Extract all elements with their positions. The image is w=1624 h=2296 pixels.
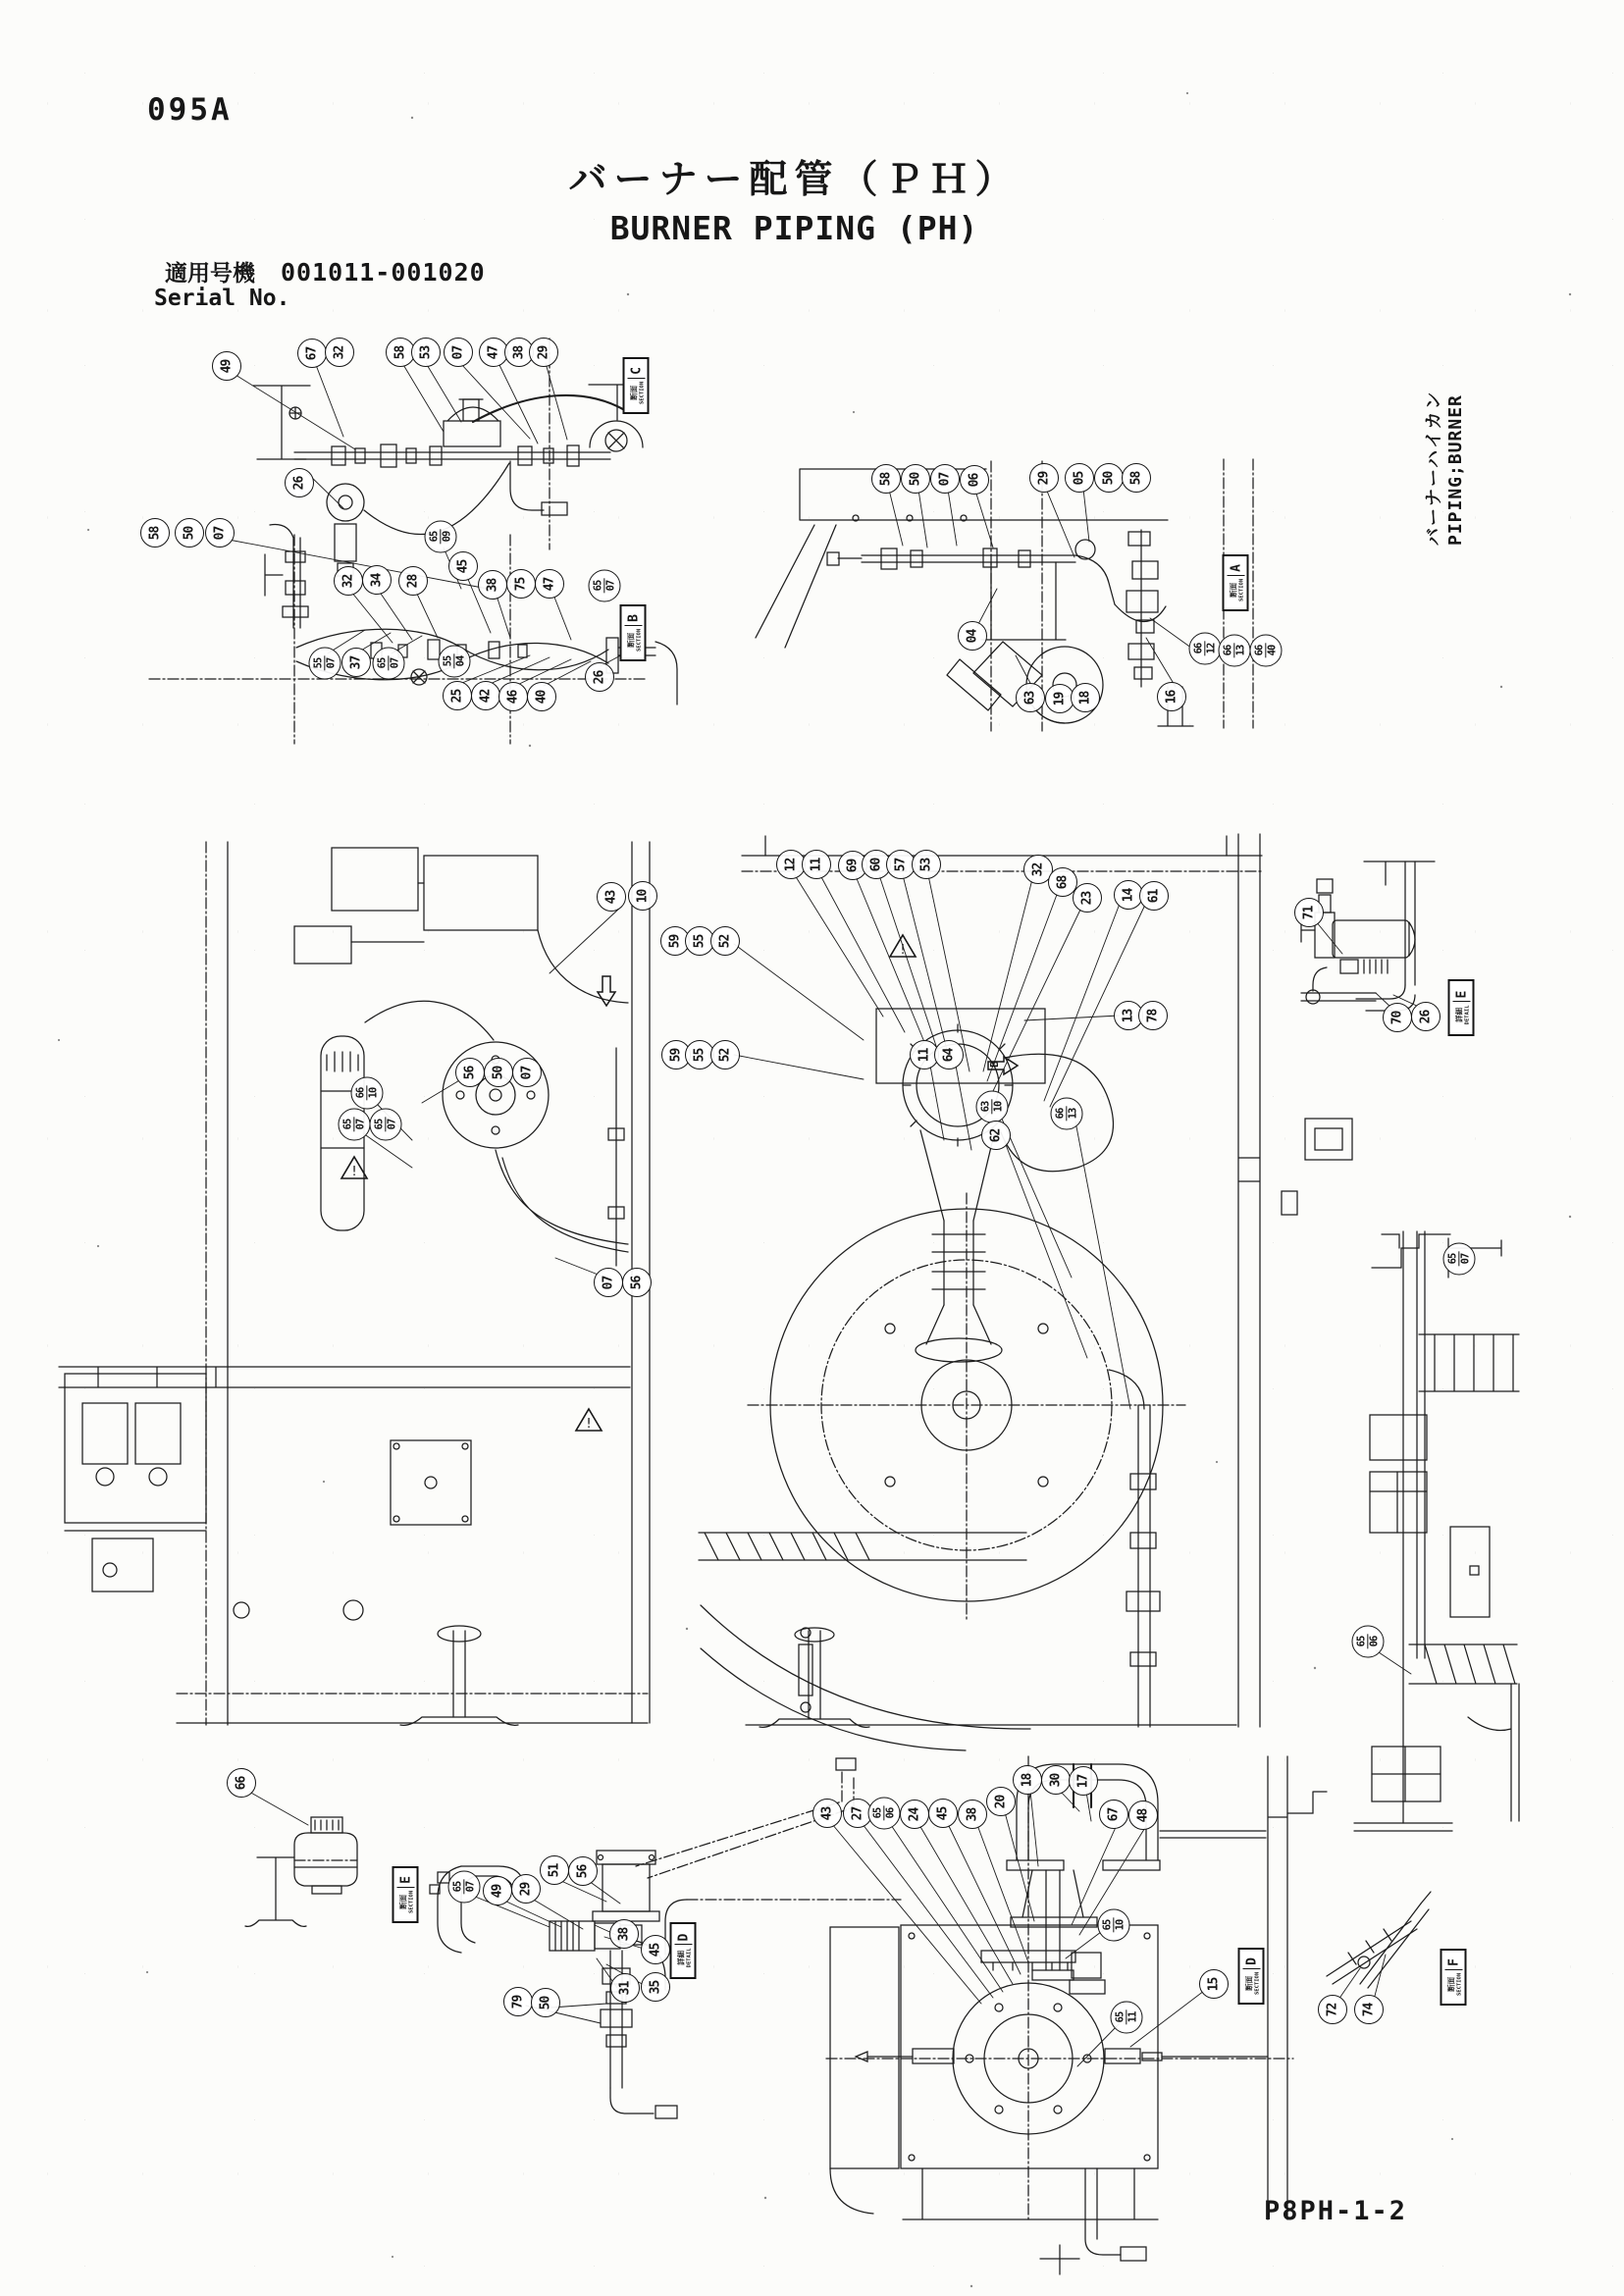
callout-balloon: 38 [609, 1919, 639, 1949]
callout-balloon: 34 [362, 565, 392, 595]
section-view-label: 断面 SECTION C [623, 357, 650, 414]
section-view-label: 断面 SECTION F [1441, 1949, 1467, 2006]
callout-balloon: 11 [910, 1040, 939, 1070]
callout-balloon-split: 65 09 [425, 521, 457, 553]
callout-balloon: 47 [535, 569, 564, 599]
serial-label-japanese: 適用号機 [165, 261, 255, 287]
callout-balloon: 07 [444, 338, 473, 367]
page-title-japanese: バーナー配管（ＰＨ） [568, 158, 1021, 202]
callout-balloon: 56 [568, 1856, 598, 1886]
callout-balloon-split: 63 10 [976, 1091, 1009, 1123]
callout-balloon-split: 65 07 [1443, 1243, 1476, 1276]
callout-balloon: 13 [1114, 1001, 1143, 1030]
callout-balloon: 07 [205, 518, 235, 548]
callout-balloon: 72 [1318, 1995, 1347, 2024]
callout-balloon: 26 [285, 468, 314, 497]
callout-balloon: 67 [1099, 1800, 1128, 1829]
callout-balloon: 52 [710, 1040, 740, 1070]
callout-balloon: 26 [1411, 1002, 1441, 1031]
callout-balloon: 51 [540, 1855, 569, 1885]
callout-balloon: 30 [1041, 1765, 1071, 1795]
callout-balloon: 53 [912, 850, 941, 879]
callout-balloon-split: 65 07 [589, 570, 621, 602]
callout-balloon: 69 [838, 851, 867, 880]
svg-text:!: ! [350, 1165, 358, 1179]
callout-balloon: 45 [641, 1935, 670, 1964]
warning-triangle-icon [888, 933, 917, 963]
callout-balloon: 26 [585, 662, 614, 692]
callout-balloon: 59 [661, 1040, 691, 1070]
callout-balloon: 56 [622, 1268, 652, 1297]
view-direction-arrow-icon [595, 973, 618, 1009]
callout-balloon: 07 [594, 1268, 623, 1297]
svg-text:!: ! [899, 943, 907, 958]
callout-balloon: 14 [1114, 880, 1143, 910]
callout-balloon-split: 66 10 [351, 1077, 384, 1110]
drawing-number: P8PH-1-2 [1264, 2196, 1408, 2226]
callout-balloon: 58 [140, 518, 170, 548]
callout-balloon-split: 65 11 [1111, 2002, 1143, 2034]
callout-balloon: 71 [1294, 898, 1324, 927]
callout-balloon: 60 [862, 850, 891, 879]
callout-balloon: 38 [478, 570, 507, 600]
side-label-japanese: バーナーハイカン [1423, 390, 1444, 546]
callout-balloon: 68 [1048, 867, 1077, 897]
callout-balloon: 50 [1094, 463, 1124, 493]
callout-balloon: 61 [1139, 881, 1169, 911]
callout-balloon: 50 [484, 1058, 513, 1087]
callout-balloon: 32 [334, 566, 363, 596]
callout-balloon: 56 [455, 1058, 485, 1087]
callout-balloon: 38 [958, 1800, 987, 1829]
page-title-english: BURNER PIPING (PH) [609, 209, 979, 247]
callout-balloon: 40 [527, 682, 556, 711]
svg-text:!: ! [585, 1417, 593, 1432]
callout-balloon: 47 [479, 338, 508, 367]
section-view-label: 断面 SECTION D [1238, 1948, 1265, 2005]
callout-balloon: 06 [960, 465, 989, 495]
callout-balloon: 16 [1157, 682, 1186, 711]
callout-balloon: 10 [628, 881, 657, 911]
section-view-label: 断面 SECTION A [1223, 554, 1249, 611]
callout-balloon: 12 [776, 850, 806, 879]
callout-balloon: 59 [660, 926, 690, 956]
callout-balloon: 28 [398, 566, 428, 596]
detail-view-label: 詳細 DETAIL D [670, 1922, 697, 1979]
callout-balloon-split: 65 06 [1352, 1626, 1385, 1658]
callout-balloon: 35 [641, 1972, 670, 2002]
callout-balloon: 63 [1016, 683, 1045, 712]
callout-balloon: 19 [1045, 684, 1074, 713]
view-direction-arrow-icon: B [985, 1054, 1021, 1077]
callout-balloon: 75 [506, 569, 536, 599]
callout-balloon: 70 [1383, 1003, 1412, 1032]
callout-balloon: 66 [227, 1768, 256, 1798]
callout-balloon: 78 [1138, 1001, 1168, 1030]
callout-balloon-split: 65 07 [373, 648, 405, 680]
callout-balloon: 43 [597, 882, 626, 912]
detail-view-label: 詳細 DETAIL E [1448, 979, 1475, 1036]
callout-balloon: 24 [900, 1800, 929, 1829]
callout-balloon: 25 [443, 681, 472, 710]
callout-balloon: 64 [934, 1040, 964, 1070]
callout-balloon: 31 [610, 1973, 640, 2003]
callout-balloon: 52 [710, 926, 740, 956]
callout-balloon: 18 [1013, 1765, 1042, 1795]
callout-balloon: 29 [511, 1874, 541, 1904]
callout-balloon-split: 65 07 [370, 1109, 402, 1141]
callout-balloon: 58 [871, 464, 901, 494]
callout-balloon: 45 [448, 551, 478, 581]
callout-balloon: 32 [325, 338, 354, 367]
serial-number-range: 001011-001020 [281, 258, 486, 287]
serial-row [165, 255, 486, 287]
callout-balloon: 55 [685, 926, 714, 956]
callout-balloon-split: 66 13 [1219, 635, 1251, 667]
callout-balloon: 29 [529, 338, 558, 367]
callout-balloon: 23 [1073, 883, 1102, 913]
callout-balloon: 17 [1069, 1766, 1098, 1796]
callout-balloon-split: 55 07 [309, 648, 341, 680]
warning-triangle-icon [340, 1155, 369, 1184]
callout-balloon: 49 [212, 351, 241, 381]
page-code: 095A [147, 92, 233, 128]
callout-balloon: 46 [498, 682, 528, 711]
callout-balloon: 05 [1065, 463, 1094, 493]
callout-balloon: 04 [958, 621, 987, 651]
callout-balloon-split: 65 06 [868, 1798, 901, 1830]
callout-balloon: 57 [886, 850, 916, 879]
callout-balloon: 50 [175, 518, 204, 548]
callout-balloon-split: 66 12 [1189, 633, 1222, 665]
callout-balloon-split: 55 04 [439, 646, 471, 678]
side-margin-label [1401, 336, 1484, 546]
callout-balloon: 50 [901, 464, 930, 494]
callout-balloon: 74 [1354, 1995, 1384, 2024]
callout-balloon: 62 [981, 1121, 1011, 1150]
callout-balloon: 18 [1071, 683, 1100, 712]
section-view-label: 断面 SECTION B [620, 604, 647, 661]
callout-balloon: 37 [341, 648, 371, 677]
callout-balloon: 55 [685, 1040, 714, 1070]
callout-balloon: 48 [1128, 1800, 1158, 1830]
side-label-english: PIPING;BURNER [1444, 394, 1466, 546]
callout-balloon: 20 [986, 1787, 1016, 1816]
section-view-label: 断面 SECTION E [393, 1866, 419, 1923]
callout-balloon-split: 65 07 [339, 1109, 371, 1141]
callout-balloon: 07 [930, 464, 960, 494]
callout-balloon: 15 [1199, 1969, 1229, 1999]
callout-balloon-split: 65 10 [1098, 1909, 1130, 1942]
callout-balloon-split: 66 13 [1051, 1098, 1083, 1130]
callout-balloon: 42 [471, 681, 500, 710]
callout-balloon: 32 [1023, 855, 1053, 884]
callout-balloon: 67 [297, 339, 327, 368]
callout-balloon: 27 [843, 1799, 872, 1828]
callout-balloon: 79 [503, 1987, 533, 2016]
callout-balloon: 58 [1122, 463, 1151, 493]
callout-balloon: 07 [512, 1058, 542, 1087]
callout-balloon: 50 [531, 1988, 560, 2017]
callout-balloon: 11 [802, 850, 831, 879]
warning-triangle-icon [574, 1407, 603, 1436]
callout-balloon-split: 65 07 [448, 1871, 481, 1904]
callout-balloon: 53 [411, 338, 441, 367]
callout-balloon: 49 [483, 1876, 512, 1905]
callout-balloon: 43 [812, 1799, 842, 1828]
callout-balloon: 45 [928, 1799, 958, 1828]
callout-balloon-split: 66 40 [1250, 635, 1283, 667]
serial-label-english: Serial No. [154, 286, 290, 311]
callout-balloon: 29 [1029, 463, 1059, 493]
callout-balloon: 38 [504, 338, 534, 367]
callout-balloon: 58 [386, 338, 415, 367]
